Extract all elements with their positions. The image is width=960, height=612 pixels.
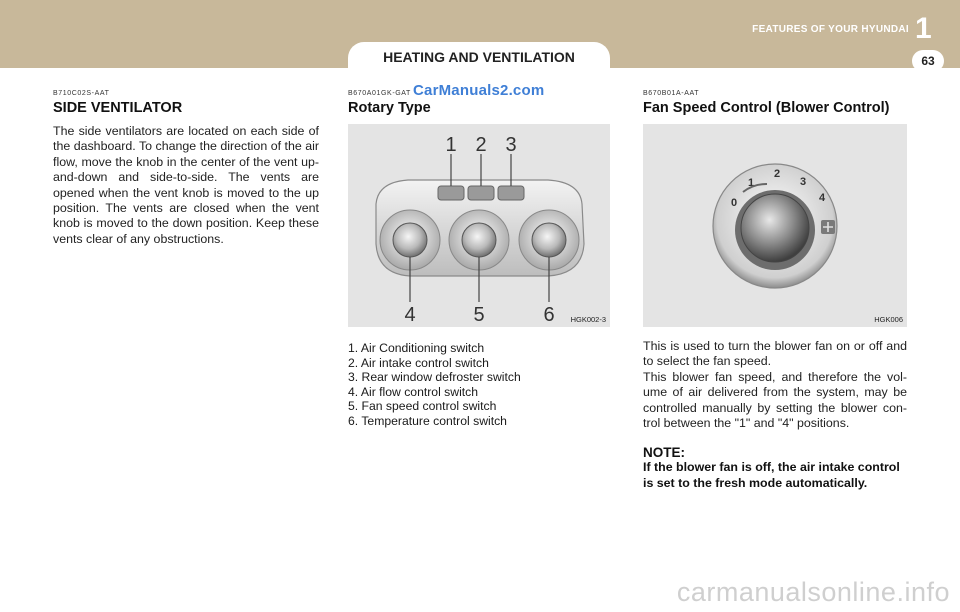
note-title: NOTE:: [643, 445, 685, 461]
chapter-header: [752, 14, 932, 44]
dial-label-2: 2: [773, 168, 781, 180]
section-code: B670B01A-AAT: [643, 90, 700, 97]
footer-watermark: carmanualsonline.info: [676, 577, 950, 607]
page-number: 63: [912, 50, 944, 72]
callout-label-3: 3: [505, 134, 517, 156]
list-item: 6. Temperature control switch: [348, 413, 507, 428]
control-panel-illustration: [348, 124, 610, 327]
blower-dial-illustration: [643, 124, 907, 327]
callout-label-2: 2: [475, 134, 487, 156]
list-item: 4. Air flow control switch: [348, 384, 479, 399]
section-heading: Fan Speed Control (Blower Control): [643, 100, 890, 116]
note-body: If the blower fan is off, the air intake control is set to the fresh mode automatically.: [643, 460, 900, 490]
callout-label-5: 5: [473, 304, 485, 326]
list-item: 2. Air intake control switch: [348, 355, 489, 370]
chapter-label: FEATURES OF YOUR HYUNDAI: [752, 24, 909, 35]
dial-label-3: 3: [799, 176, 807, 188]
section-heading: Rotary Type: [348, 100, 431, 116]
callout-label-6: 6: [543, 304, 555, 326]
rotary-type-section: [348, 90, 610, 429]
chapter-number: 1: [915, 12, 932, 45]
fan-speed-knob: [462, 223, 496, 257]
dial-label-4: 4: [818, 192, 826, 204]
figure-code: HGK006: [874, 315, 903, 324]
side-ventilator-section: [53, 90, 319, 247]
section-code: B710C02S-AAT: [53, 90, 110, 97]
dial-label-1: 1: [747, 177, 755, 189]
section-body: The side ventilators are located on each side of the dashboard. To change the direction of the air flow, move the knob in the center of the vent up-and-down and side-to-side. The vents are opened when the vent knob is moved to the up position. The vents are closed when the vent knob is moved to the down position. Keep these vents clear of any obstructions.: [53, 124, 319, 246]
list-item: 5. Fan speed control switch: [348, 399, 497, 414]
control-panel-figure: [348, 124, 610, 327]
fan-icon: [821, 220, 835, 234]
air-flow-knob: [393, 223, 427, 257]
figure-code: HGK002-3: [570, 315, 606, 324]
callout-label-4: 4: [404, 304, 416, 326]
dial-label-0: 0: [730, 197, 738, 209]
control-list: [348, 341, 610, 429]
blower-dial-figure: [643, 124, 907, 327]
air-intake-button: [468, 186, 494, 200]
blower-knob: [741, 194, 809, 262]
section-heading: SIDE VENTILATOR: [53, 100, 183, 116]
list-item: 1. Air Conditioning switch: [348, 341, 485, 355]
fan-speed-section: [643, 90, 907, 491]
section-title: HEATING AND VENTILATION: [348, 42, 610, 72]
callout-label-1: 1: [445, 134, 457, 156]
ac-button: [438, 186, 464, 200]
list-item: 3. Rear window defroster switch: [348, 370, 521, 385]
temperature-knob: [532, 223, 566, 257]
section-code: B670A01GK-GAT: [348, 90, 411, 97]
site-watermark: CarManuals2.com: [413, 82, 545, 99]
rear-defroster-button: [498, 186, 524, 200]
section-body: This is used to turn the blower fan on or off and to select the fan speed. This blower fan speed, and therefore the vol-ume of air delivered from the system, may be controlled manually by setting the blower con-trol between the "1" and "4" positions.: [643, 339, 907, 431]
